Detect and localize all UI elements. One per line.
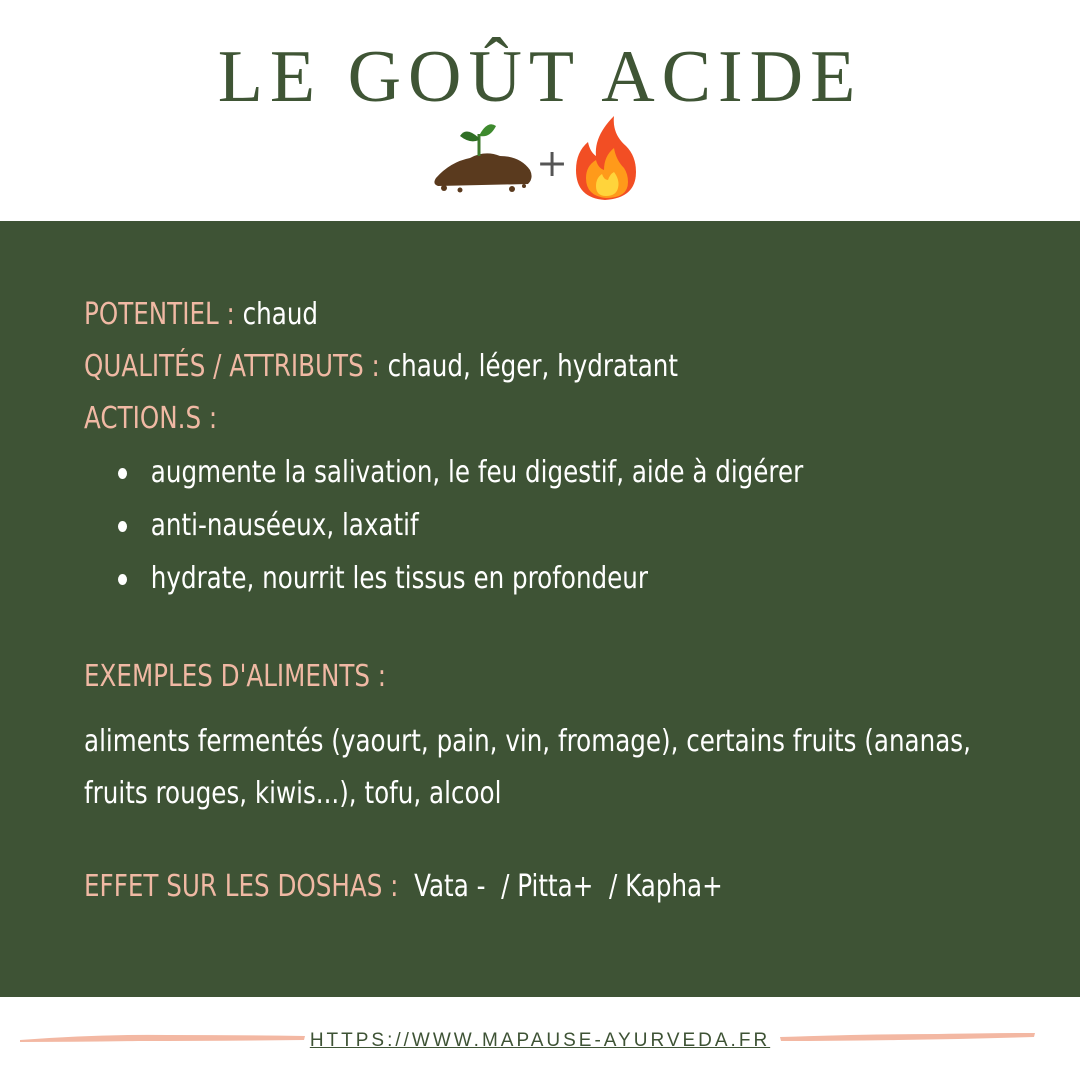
effet-value: Vata - / Pitta+ / Kapha+ (406, 869, 723, 904)
bullet-icon (118, 468, 127, 479)
potentiel-value: chaud (242, 297, 319, 332)
page-title: LE GOÛT ACIDE (217, 36, 863, 118)
bullet-icon (118, 521, 127, 532)
actions-label: ACTION.S : (84, 401, 218, 436)
effet-line (84, 869, 723, 904)
fire-icon (576, 116, 636, 200)
exemples-text: aliments fermentés (yaourt, pain, vin, fromage), certains fruits (ananas, fruits rouges, kiwis...), tofu, alcool (84, 724, 971, 811)
effet-label: EFFET SUR LES DOSHAS : (84, 869, 399, 904)
bullet-icon (118, 574, 127, 585)
exemples-label: EXEMPLES D'ALIMENTS : (84, 659, 387, 694)
potentiel-label-text: POTENTIEL : (84, 297, 235, 332)
header (0, 0, 1080, 221)
qualites-value: chaud, léger, hydratant (387, 349, 679, 384)
exemples-heading (84, 659, 387, 694)
qualites-label: QUALITÉS / ATTRIBUTS : (84, 349, 380, 384)
website-link[interactable]: HTTPS://WWW.MAPAUSE-AYURVEDA.FR (309, 1030, 771, 1051)
element-icons (430, 112, 650, 202)
actions-heading (84, 401, 218, 436)
potentiel-line (84, 297, 319, 332)
soil-sprout-icon (434, 124, 531, 192)
qualites-line (84, 349, 679, 384)
plus-sign: + (536, 141, 568, 185)
